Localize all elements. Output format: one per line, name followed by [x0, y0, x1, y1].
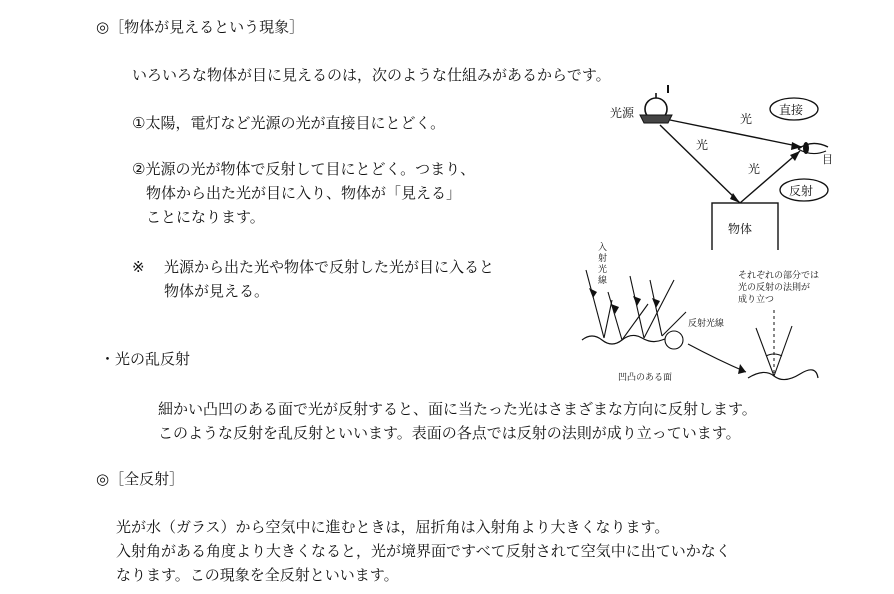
svg-text:反射: 反射 [789, 184, 814, 198]
ray-label-left: 光 [696, 138, 709, 152]
note-mark: ※ [132, 258, 145, 276]
zoomed-incident-ray [756, 328, 774, 376]
rough-surface-label: 凹凸のある面 [618, 373, 673, 383]
total-reflection-line-3: なります。この現象を全反射といいます。 [116, 566, 399, 584]
subsection-heading-diffuse: ・光の乱反射 [100, 350, 191, 368]
section-heading-visibility: ◎［物体が見えるという現象］ [96, 18, 305, 36]
svg-text:線: 線 [598, 276, 608, 286]
item-2-line-2: 物体から出た光が目に入り、物体が「見える」 [146, 184, 462, 202]
diffuse-body-line-2: このような反射を乱反射といいます。表面の各点では反射の法則が成り立っています。 [158, 424, 741, 442]
direct-ray [670, 120, 802, 147]
total-reflection-line-2: 入射角がある角度より大きくなると，光が境界面ですべて反射されて空気中に出ていかなく [116, 542, 731, 560]
diffuse-body-line-1: 細かい凸凹のある面で光が反射すると、面に当たった光はさまざまな方向に反射します。 [158, 400, 757, 418]
item-1-text: ①太陽，電灯など光源の光が直接目にとどく。 [132, 114, 446, 132]
svg-text:射: 射 [598, 254, 608, 264]
reflection-law-note-line-2: 光の反射の法則が [738, 283, 811, 293]
direct-and-reflected-light-figure [590, 85, 840, 250]
item-2-line-3: ことになります。 [146, 208, 265, 226]
item-2-line-1: ②光源の光が物体で反射して目にとどく。つまり、 [132, 160, 476, 178]
zoom-circle [665, 331, 683, 349]
svg-text:光: 光 [598, 265, 608, 275]
section-heading-total-reflection: ◎［全反射］ [96, 470, 185, 488]
object-label: 物体 [728, 222, 753, 236]
note-line-2: 物体が見える。 [164, 282, 270, 300]
incident-rays-label [598, 241, 607, 286]
reflected-ray-arrowhead [790, 151, 800, 161]
light-source-label: 光源 [610, 106, 635, 120]
incident-ray [660, 125, 740, 203]
svg-text:入: 入 [598, 243, 608, 253]
reflected-rays-label: 反射光線 [688, 319, 725, 329]
zoomed-surface [748, 370, 818, 380]
svg-text:直接: 直接 [779, 103, 804, 117]
reflect-badge [780, 179, 828, 201]
direct-badge [770, 98, 818, 120]
zoomed-reflected-ray [774, 326, 792, 376]
note-line-1: 光源から出た光や物体で反射した光が目に入ると [164, 258, 495, 276]
reflection-law-note-line-1: それぞれの部分では [738, 271, 820, 281]
eye-label: 目 [822, 153, 833, 166]
reflection-law-note-line-3: 成り立つ [738, 295, 775, 305]
total-reflection-line-1: 光が水（ガラス）から空気中に進むときは，屈折角は入射角より大きくなります。 [116, 518, 670, 536]
ray-label-top: 光 [740, 112, 753, 126]
light-source-lamp-icon [640, 85, 672, 123]
ray-label-right: 光 [748, 162, 761, 176]
diffuse-reflection-figure [578, 240, 828, 390]
zoom-arrowhead [738, 364, 746, 374]
incident-arrowheads [589, 288, 660, 314]
intro-text: いろいろな物体が目に見えるのは，次のような仕組みがあるからです。 [132, 66, 611, 84]
zoom-arrow [688, 344, 746, 372]
